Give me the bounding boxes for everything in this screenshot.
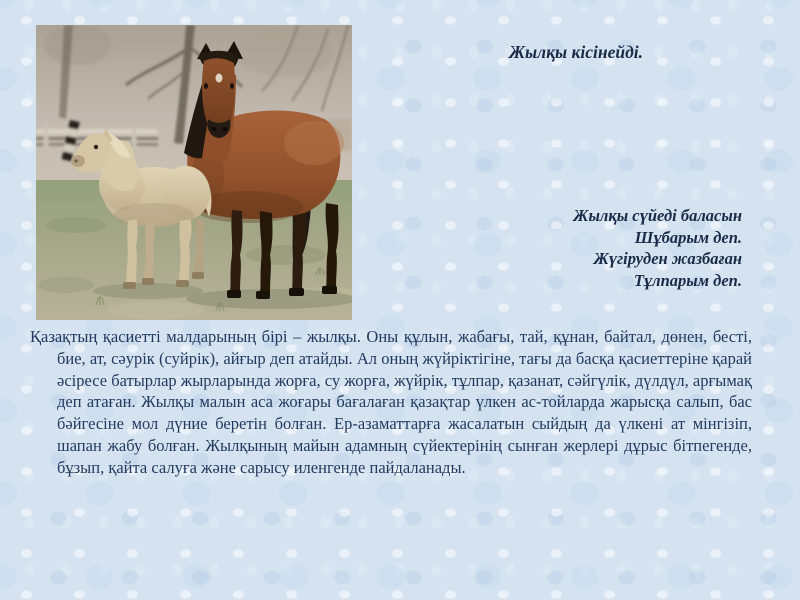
poem-line: Жүгіруден жазбаған (593, 249, 742, 268)
poem-line: Тұлпарым деп. (633, 270, 742, 290)
body-paragraph: Қазақтың қасиетті малдарының бірі – жылқы. Оны құлын, жабағы, тай, құнан, байтал, дөнен, бесті, бие, ат, сәурік (суйрік), айғыр деп атайды. Ал оның жүйріктігіне, тағы да басқа қасиеттеріне қарай әсіресе батырлар жырларында жорға, су жорға, жүйрік, тұлпар, қазанат, сәйгүлік, дүлдүл, арғымақ деп атаған. Жылқы малын аса жоғары бағалаған қазақтар үлкен ас-тойларда жарысқа салып, бас бәйгесіне мол дүние беретін болған. Ер-азаматтарға жасалатын сыйдың да үлкені ат мінгізіп, шапан жабу болған. Жылқының майын адамның сүйектерінің сынған жерлері дұрыс бітпегенде, бұзып, қайта салуға және сарысу иленгенде пайдаланады. (30, 327, 752, 477)
poem (442, 205, 742, 291)
poem-line: Шұбарым деп. (634, 227, 742, 247)
slide-title: Жылқы кісінейді. (508, 42, 644, 62)
horses-photo (36, 25, 352, 320)
poem-line: Жылқы сүйеді баласын (573, 206, 742, 225)
horses-photo-graphic (36, 25, 352, 320)
